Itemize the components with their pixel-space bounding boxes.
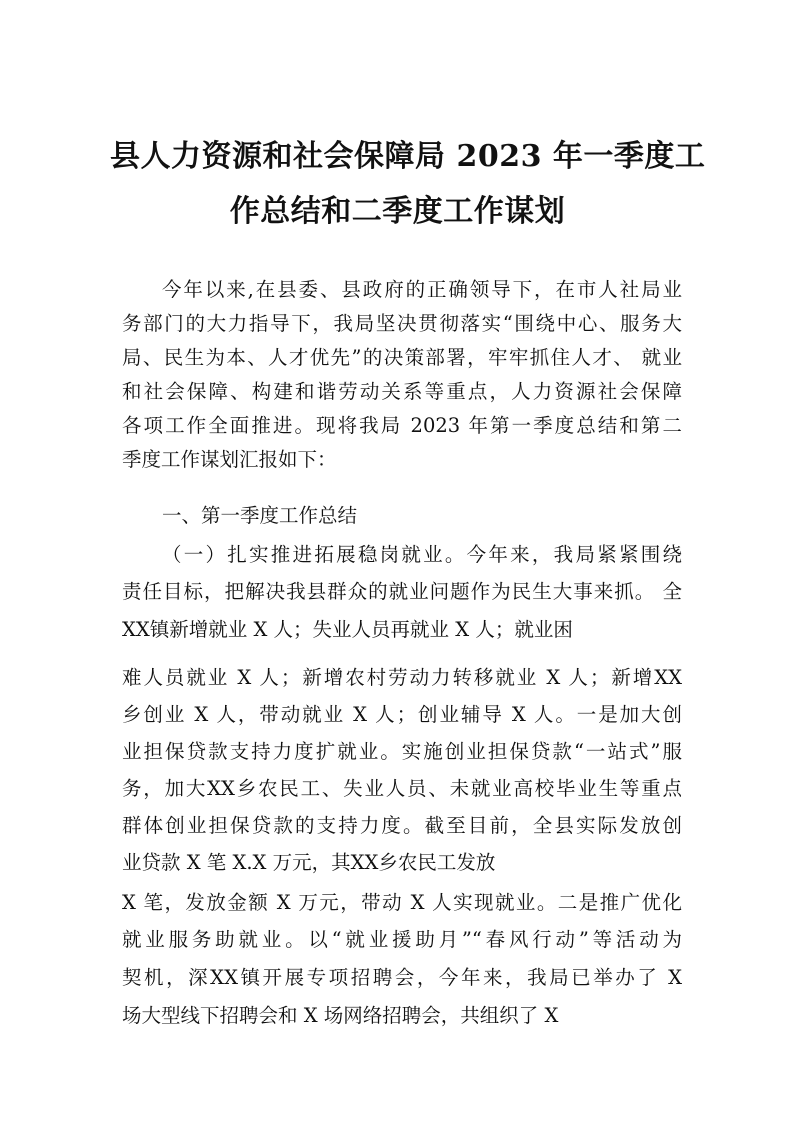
body-line-19: 契机，深XX镇开展专项招聘会，今年来，我局已举办了 X bbox=[122, 966, 682, 989]
document-title-line-2: 作总结和二季度工作谋划 bbox=[229, 194, 566, 229]
body-line-8: （一）扎实推进拓展稳岗就业。今年来，我局紧紧围绕 bbox=[162, 543, 682, 566]
section-heading: 一、第一季度工作总结 bbox=[162, 504, 358, 527]
body-line-9: 责任目标，把解决我县群众的就业问题作为民生大事来抓。 全 bbox=[122, 580, 682, 603]
body-line-16: 业贷款 X 笔 X.X 万元，其XX乡农民工发放 bbox=[122, 851, 496, 874]
body-line-3: 局、民生为本、人才优先”的决策部署，牢牢抓住人才、 就业 bbox=[122, 346, 682, 369]
body-line-1: 今年以来,在县委、县政府的正确领导下，在市人社局业 bbox=[162, 278, 682, 301]
body-line-6: 季度工作谋划汇报如下： bbox=[122, 448, 337, 471]
body-line-5: 各项工作全面推进。现将我局 2023 年第一季度总结和第二 bbox=[122, 414, 682, 437]
body-line-10: XX镇新增就业 X 人；失业人员再就业 X 人；就业困 bbox=[122, 618, 573, 641]
body-line-12: 乡创业 X 人，带动就业 X 人；创业辅导 X 人。一是加大创 bbox=[122, 703, 682, 726]
body-line-15: 群体创业担保贷款的支持力度。截至目前，全县实际发放创 bbox=[122, 814, 682, 837]
body-line-14: 务，加大XX乡农民工、失业人员、未就业高校毕业生等重点 bbox=[122, 777, 682, 800]
body-line-2: 务部门的大力指导下，我局坚决贯彻落实“围绕中心、服务大 bbox=[122, 312, 682, 335]
body-line-18: 就业服务助就业。以“就业援助月”“春风行动”等活动为 bbox=[122, 928, 682, 951]
body-line-17: X 笔，发放金额 X 万元，带动 X 人实现就业。二是推广优化 bbox=[122, 891, 682, 914]
body-line-13: 业担保贷款支持力度扩就业。实施创业担保贷款“一站式”服 bbox=[122, 740, 682, 763]
body-line-4: 和社会保障、构建和谐劳动关系等重点，人力资源社会保障 bbox=[122, 380, 682, 403]
body-line-11: 难人员就业 X 人；新增农村劳动力转移就业 X 人；新增XX bbox=[122, 666, 682, 689]
body-line-20: 场大型线下招聘会和 X 场网络招聘会，共组织了 X bbox=[122, 1004, 559, 1027]
document-title-line-1: 县人力资源和社会保障局 2023 年一季度工 bbox=[110, 139, 706, 174]
